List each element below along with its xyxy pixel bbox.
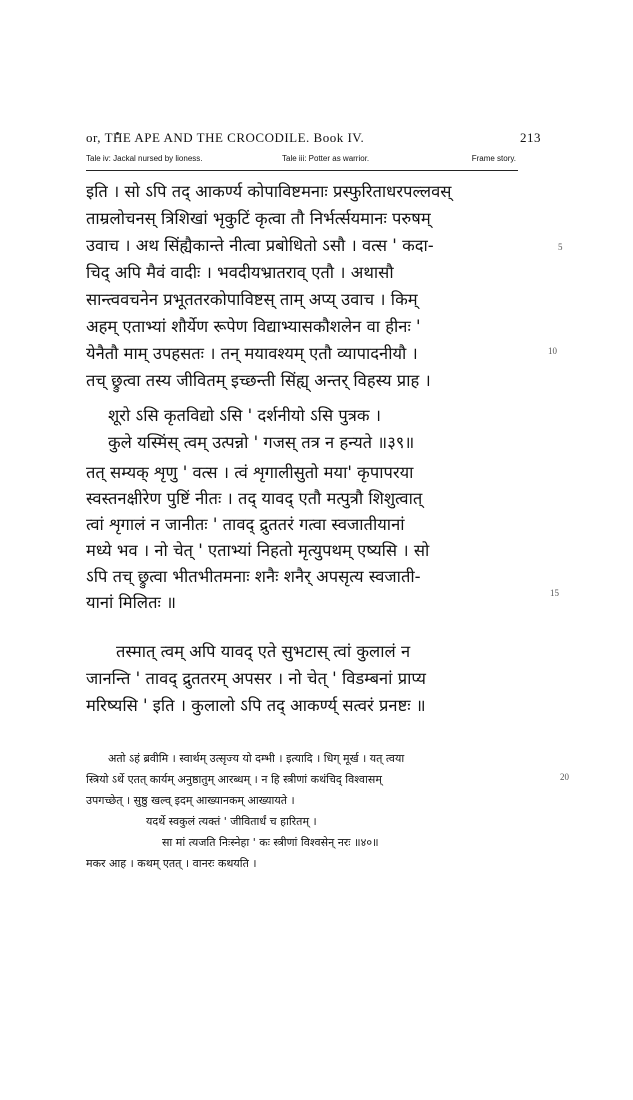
subheader-left: Tale iv: Jackal nursed by lioness. bbox=[86, 154, 203, 163]
text-line: सान्त्ववचनेन प्रभूततरकोपाविष्टस् ताम् अप्य् उवाच । किम् bbox=[86, 290, 418, 309]
running-title: or, THE APE AND THE CROCODILE. Book IV. bbox=[86, 130, 365, 145]
prose-paragraph-2 bbox=[86, 460, 429, 616]
text-line: त्वां शृगालं न जानीतः ' तावद् द्रुततरं गत्वा स्वजातीयानां bbox=[86, 515, 405, 534]
text-line: जानन्ति ' तावद् द्रुततरम् अपसर । नो चेत् ' विडम्बनां प्राप्य bbox=[86, 669, 426, 688]
small-print-block bbox=[86, 748, 404, 874]
text-line: अतो ऽहं ब्रवीमि । स्वार्थम् उत्सृज्य यो दम्भी । इत्यादि । धिग् मूर्ख । यत् त्वया bbox=[108, 752, 405, 765]
text-line: मध्ये भव । नो चेत् ' एताभ्यां निहतो मृत्युपथम् एष्यसि । सो bbox=[86, 541, 430, 560]
text-line: मकर आह । कथम् एतत् । वानरः कथयति । bbox=[86, 857, 257, 870]
verse-39 bbox=[86, 402, 414, 456]
prose-paragraph-3 bbox=[86, 638, 426, 719]
margin-line-number: 20 bbox=[560, 772, 569, 782]
verse-line: शूरो ऽसि कृतविद्यो ऽसि ' दर्शनीयो ऽसि पुत्रक । bbox=[108, 406, 381, 425]
margin-line-number: 10 bbox=[548, 346, 557, 356]
text-line: तस्मात् त्वम् अपि यावद् एते सुभटास् त्वां कुलालं न bbox=[116, 642, 411, 661]
text-line: येनैतौ माम् उपहसतः । तन् मयावश्यम् एतौ व्यापादनीयौ । bbox=[86, 344, 418, 363]
subheader-right: Frame story. bbox=[471, 154, 516, 163]
margin-line-number: 5 bbox=[558, 242, 563, 252]
running-header bbox=[86, 130, 541, 146]
page-number: 213 bbox=[520, 130, 541, 145]
text-line: मरिष्यसि ' इति । कुलालो ऽपि तद् आकर्ण्य् सत्वरं प्रनष्टः ॥ bbox=[86, 696, 426, 715]
text-line: यानां मिलितः ॥ bbox=[86, 593, 176, 612]
prose-paragraph-1 bbox=[86, 178, 451, 394]
text-line: स्वस्तनक्षीरेण पुष्टिं नीतः । तद् यावद् एतौ मत्पुत्रौ शिशुत्वात् bbox=[86, 489, 423, 508]
text-line: ताम्रलोचनस् त्रिशिखां भृकुटिं कृत्वा तौ निर्भर्त्सयमानः परुषम् bbox=[86, 209, 431, 228]
text-line: ऽपि तच् छ्रुत्वा भीतभीतमनाः शनैः शनैर् अपसृत्य स्वजाती- bbox=[86, 567, 421, 586]
verse-line: यदर्थे स्वकुलं त्यक्तं ' जीवितार्धं च हारितम् । bbox=[146, 815, 317, 828]
text-line: स्त्रियो ऽर्थे एतत् कार्यम् अनुष्ठातुम् आरब्धम् । न हि स्त्रीणां कथंचिद् विश्वासम् bbox=[86, 773, 382, 786]
subheader-middle: Tale iii: Potter as warrior. bbox=[282, 154, 370, 163]
text-line: उपगच्छेत् । सुष्ठु खल्व् इदम् आख्यानकम् आख्यायते । bbox=[86, 794, 295, 807]
margin-line-number: 15 bbox=[550, 588, 559, 598]
verse-line: सा मां त्यजति निःस्नेहा ' कः स्त्रीणां विश्वसेन् नरः ॥४०॥ bbox=[162, 836, 379, 849]
verse-line: कुले यस्मिंस् त्वम् उत्पन्नो ' गजस् तत्र न हन्यते ॥३९॥ bbox=[108, 433, 415, 452]
text-line: चिद् अपि मैवं वादीः । भवदीयभ्रातराव् एतौ । अथासौ bbox=[86, 263, 394, 282]
text-line: उवाच । अथ सिंह्यैकान्ते नीत्वा प्रबोधितो ऽसौ । वत्स ' कदा- bbox=[86, 236, 434, 255]
text-line: अहम् एताभ्यां शौर्येण रूपेण विद्याभ्यासकौशलेन वा हीनः ' bbox=[86, 317, 421, 336]
text-line: इति । सो ऽपि तद् आकर्ण्य कोपाविष्टमनाः प्रस्फुरिताधरपल्लवस् bbox=[86, 182, 452, 201]
header-rule bbox=[86, 170, 518, 171]
text-line: तत् सम्यक् शृणु ' वत्स । त्वं शृगालीसुतो मया' कृपापरया bbox=[86, 463, 414, 482]
text-line: तच् छ्रुत्वा तस्य जीवितम् इच्छन्ती सिंह्य् अन्तर् विहस्य प्राह । bbox=[86, 371, 431, 390]
